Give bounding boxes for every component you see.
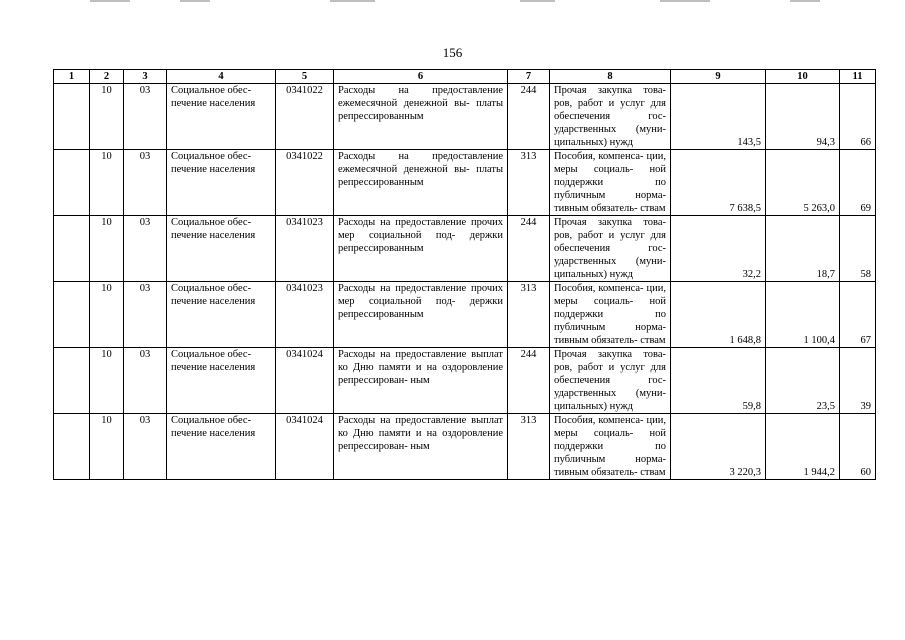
cell-expense-description: Расходы на предоставление прочих мер социальной под- держки репрессированным (334, 216, 508, 282)
table-body (54, 84, 876, 480)
column-number-row (54, 70, 876, 84)
cell-section-name: Социальное обес- печение населения (167, 348, 276, 414)
scan-edge-mark (660, 0, 710, 2)
cell-section: 10 (90, 282, 124, 348)
cell-expense-description: Расходы на предоставление прочих мер социальной под- держки репрессированным (334, 282, 508, 348)
cell-amount-col10: 1 944,2 (766, 414, 840, 480)
cell-target-code: 0341022 (276, 84, 334, 150)
cell-expense-type-name: Пособия, компенса- ции, меры социаль- ной поддержки по публичным норма- тивным обязатель- ствам (550, 150, 671, 216)
cell-expense-type-code: 313 (508, 282, 550, 348)
cell-section-name: Социальное обес- печение населения (167, 414, 276, 480)
cell-expense-type-name: Прочая закупка това- ров, работ и услуг для обеспечения гос- ударственных (муни- ципальных) нужд (550, 348, 671, 414)
cell-subsection: 03 (124, 414, 167, 480)
table-row (54, 150, 876, 216)
cell-expense-type-code: 244 (508, 84, 550, 150)
cell-subsection: 03 (124, 216, 167, 282)
cell-percent-col11: 69 (840, 150, 876, 216)
cell-amount-col10: 94,3 (766, 84, 840, 150)
budget-table (53, 69, 876, 480)
column-header: 8 (550, 70, 671, 84)
column-header: 6 (334, 70, 508, 84)
cell-section: 10 (90, 216, 124, 282)
cell-target-code: 0341023 (276, 216, 334, 282)
table-row (54, 84, 876, 150)
column-header: 7 (508, 70, 550, 84)
cell-expense-description: Расходы на предоставление ежемесячной денежной вы- платы репрессированным (334, 150, 508, 216)
cell-expense-type-code: 313 (508, 414, 550, 480)
scan-edge-mark (520, 0, 555, 2)
cell-amount-col9: 59,8 (671, 348, 766, 414)
cell-col1 (54, 348, 90, 414)
cell-target-code: 0341024 (276, 414, 334, 480)
cell-expense-type-code: 313 (508, 150, 550, 216)
cell-section: 10 (90, 414, 124, 480)
cell-col1 (54, 84, 90, 150)
cell-col1 (54, 414, 90, 480)
cell-amount-col9: 32,2 (671, 216, 766, 282)
cell-amount-col10: 1 100,4 (766, 282, 840, 348)
scan-edge-mark (330, 0, 375, 2)
column-header: 1 (54, 70, 90, 84)
cell-section-name: Социальное обес- печение населения (167, 84, 276, 150)
cell-expense-description: Расходы на предоставление ежемесячной денежной вы- платы репрессированным (334, 84, 508, 150)
table-header (54, 70, 876, 84)
column-header: 5 (276, 70, 334, 84)
column-header: 3 (124, 70, 167, 84)
cell-expense-type-name: Пособия, компенса- ции, меры социаль- ной поддержки по публичным норма- тивным обязатель- ствам (550, 282, 671, 348)
cell-col1 (54, 216, 90, 282)
page-number: 156 (442, 45, 463, 60)
cell-subsection: 03 (124, 348, 167, 414)
cell-section-name: Социальное обес- печение населения (167, 216, 276, 282)
cell-section-name: Социальное обес- печение населения (167, 282, 276, 348)
table-row (54, 282, 876, 348)
cell-amount-col9: 1 648,8 (671, 282, 766, 348)
column-header: 4 (167, 70, 276, 84)
cell-amount-col10: 23,5 (766, 348, 840, 414)
scan-edge-mark (90, 0, 130, 2)
cell-percent-col11: 39 (840, 348, 876, 414)
cell-col1 (54, 150, 90, 216)
cell-amount-col9: 143,5 (671, 84, 766, 150)
cell-amount-col10: 5 263,0 (766, 150, 840, 216)
cell-section: 10 (90, 150, 124, 216)
table-row (54, 414, 876, 480)
cell-subsection: 03 (124, 282, 167, 348)
scan-edge-mark (180, 0, 210, 2)
cell-col1 (54, 282, 90, 348)
column-header: 2 (90, 70, 124, 84)
cell-subsection: 03 (124, 84, 167, 150)
cell-section-name: Социальное обес- печение населения (167, 150, 276, 216)
cell-section: 10 (90, 84, 124, 150)
cell-expense-description: Расходы на предоставление выплат ко Дню памяти и на оздоровление репрессирован- ным (334, 414, 508, 480)
column-header: 10 (766, 70, 840, 84)
cell-target-code: 0341023 (276, 282, 334, 348)
cell-expense-type-code: 244 (508, 348, 550, 414)
cell-expense-type-name: Прочая закупка това- ров, работ и услуг для обеспечения гос- ударственных (муни- ципальных) нужд (550, 216, 671, 282)
cell-amount-col9: 3 220,3 (671, 414, 766, 480)
cell-target-code: 0341024 (276, 348, 334, 414)
cell-expense-description: Расходы на предоставление выплат ко Дню памяти и на оздоровление репрессирован- ным (334, 348, 508, 414)
cell-target-code: 0341022 (276, 150, 334, 216)
cell-percent-col11: 67 (840, 282, 876, 348)
column-header: 11 (840, 70, 876, 84)
cell-percent-col11: 58 (840, 216, 876, 282)
cell-amount-col9: 7 638,5 (671, 150, 766, 216)
cell-expense-type-code: 244 (508, 216, 550, 282)
table-row (54, 216, 876, 282)
cell-section: 10 (90, 348, 124, 414)
cell-amount-col10: 18,7 (766, 216, 840, 282)
scan-edge-mark (790, 0, 820, 2)
table-row (54, 348, 876, 414)
cell-percent-col11: 66 (840, 84, 876, 150)
cell-subsection: 03 (124, 150, 167, 216)
column-header: 9 (671, 70, 766, 84)
cell-expense-type-name: Пособия, компенса- ции, меры социаль- ной поддержки по публичным норма- тивным обязатель- ствам (550, 414, 671, 480)
cell-percent-col11: 60 (840, 414, 876, 480)
cell-expense-type-name: Прочая закупка това- ров, работ и услуг для обеспечения гос- ударственных (муни- ципальных) нужд (550, 84, 671, 150)
